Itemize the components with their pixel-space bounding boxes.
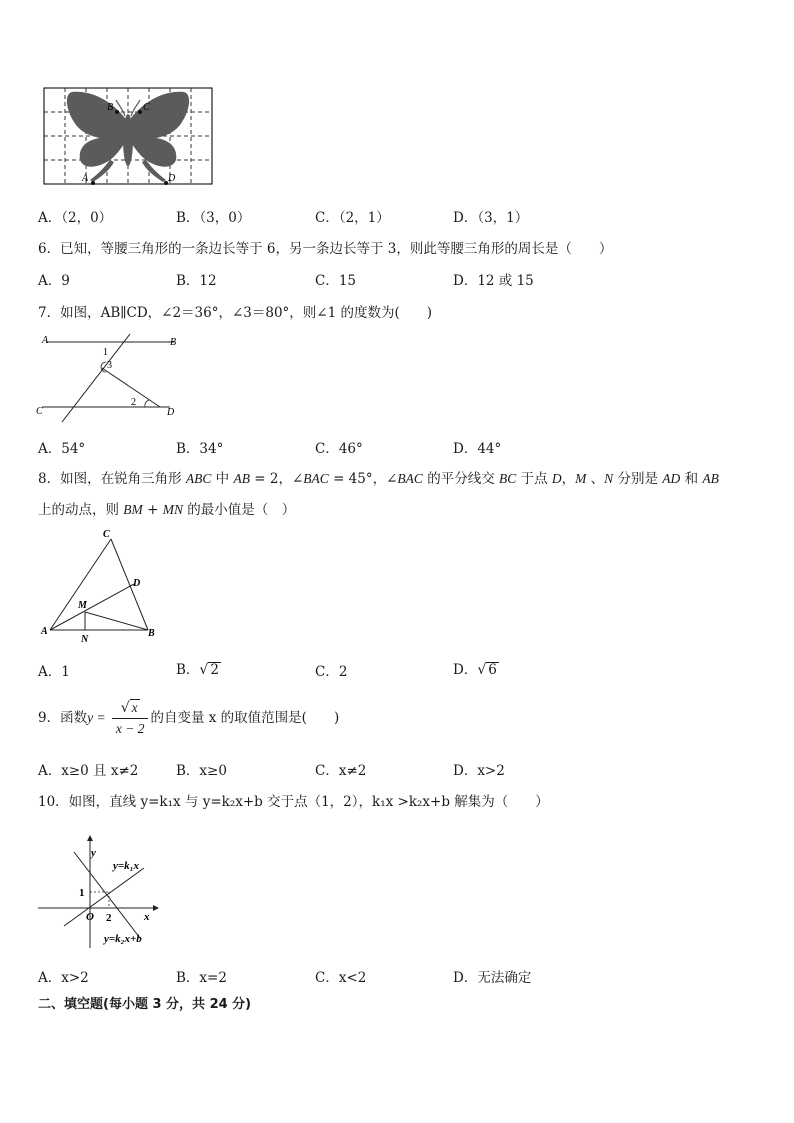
q9-option-b[interactable]: B．x≥0 [176,763,227,779]
q7-option-c[interactable]: C．46° [315,441,363,457]
q6-stem: 6．已知，等腰三角形的一条边长等于 6，另一条边长等于 3，则此等腰三角形的周长是（ ） [38,241,613,257]
q10-stem: 10．如图，直线 y=k₁x 与 y=k₂x+b 交于点（1，2），k₁x >k₂x+b 解集为（ ） [38,794,549,810]
q10-axis-y-label: y [91,847,96,859]
q6-option-c[interactable]: C．15 [315,273,357,289]
q7-stem: 7．如图，AB∥CD，∠2＝36°，∠3＝80°，则∠1 的度数为( ) [38,305,433,321]
q7-label-d: D [167,407,175,418]
q5-option-c[interactable]: C．（2，1） [315,210,390,226]
point-label-b: B [107,102,114,113]
q9-option-c[interactable]: C．x≠2 [315,763,367,779]
q6-option-a[interactable]: A．9 [38,273,70,289]
q7-label-angle1: 1 [103,347,108,358]
point-label-d: D [168,173,176,184]
q7-label-c: C [36,406,43,417]
q10-option-a[interactable]: A．x>2 [38,970,89,986]
q10-option-d[interactable]: D．无法确定 [453,970,532,986]
q8-stem-line2: 上的动点，则 BM + MN 的最小值是（ ） [38,502,296,518]
q7-option-d[interactable]: D．44° [453,441,502,457]
q8-option-b[interactable]: B．√ 2 [176,662,219,678]
linear-functions-figure [34,832,164,950]
q8-label-c: C [103,529,110,540]
q7-label-angle3: 3 [107,360,112,371]
q10-option-b[interactable]: B．x=2 [176,970,227,986]
q9-stem: 9．函数y = $\frac{√ x}{x - 2}$ 的自变量 x 的取值范围是( ) [38,698,339,739]
q10-line2-label: y=k₂x+b [104,933,142,945]
q10-origin-label: O [86,911,94,923]
q5-option-b[interactable]: B．（3，0） [176,210,251,226]
q9-option-a[interactable]: A．x≥0 且 x≠2 [38,763,139,779]
q10-axis-x-label: x [144,911,150,923]
q6-option-b[interactable]: B．12 [176,273,217,289]
q7-label-b: B [170,337,177,348]
q5-option-a[interactable]: A．（2，0） [38,210,113,226]
q8-label-b: B [148,628,155,639]
q10-tick-2: 2 [106,912,112,924]
q8-label-d: D [133,578,141,589]
butterfly-grid-figure [40,82,220,190]
q7-label-a: A [42,335,49,346]
section-heading-fill-in: 二、填空题(每小题 3 分，共 24 分) [38,997,252,1012]
q8-stem-line1: 8．如图，在锐角三角形 ABC 中 AB = 2，∠BAC = 45°，∠BAC 的平分线交 BC 于点 D，M 、N 分别是 AD 和 AB [38,471,719,487]
parallel-lines-figure [34,330,184,422]
q10-option-c[interactable]: C．x<2 [315,970,367,986]
q8-label-n: N [81,634,89,644]
q10-line1-label: y=k₁x [113,860,139,872]
acute-triangle-figure [38,526,164,644]
q7-label-angle2: 2 [131,397,136,408]
q8-option-a[interactable]: A．1 [38,664,70,680]
q8-option-d[interactable]: D．√ 6 [453,662,497,678]
q5-option-d[interactable]: D．（3，1） [453,210,529,226]
q8-label-a: A [41,626,48,637]
q7-option-a[interactable]: A．54° [38,441,86,457]
q9-option-d[interactable]: D．x>2 [453,763,505,779]
q7-option-b[interactable]: B．34° [176,441,224,457]
q8-option-c[interactable]: C．2 [315,664,348,680]
point-label-c: C [143,102,150,113]
q8-label-m: M [78,600,87,611]
q6-option-d[interactable]: D．12 或 15 [453,273,534,289]
q9-fraction: $\frac{√ x}{x - 2}$ [112,698,149,739]
point-label-a: A [82,173,89,184]
q10-tick-1: 1 [79,887,85,899]
